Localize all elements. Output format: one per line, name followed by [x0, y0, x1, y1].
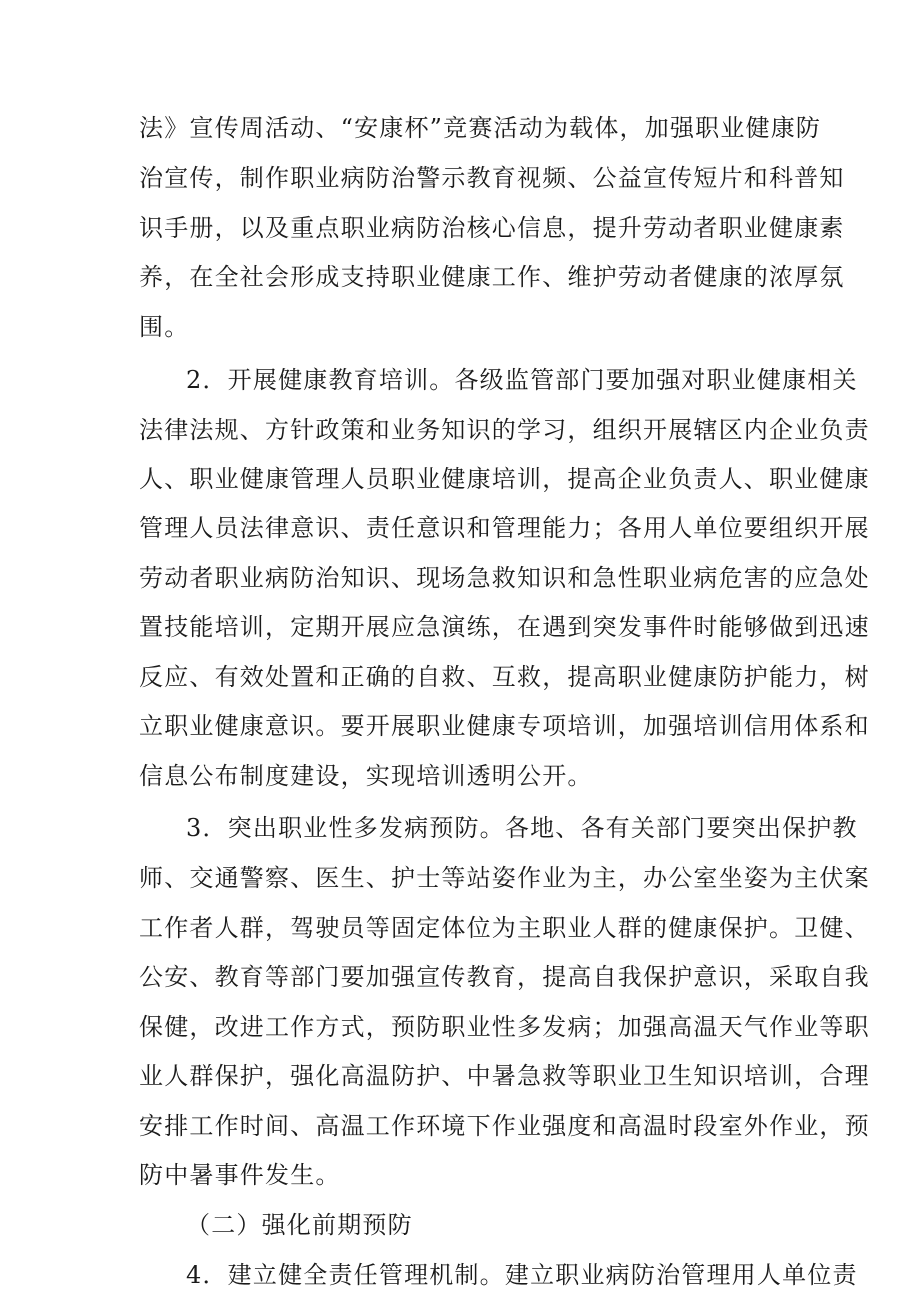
text-line: 反应、有效处置和正确的自救、互救，提高职业健康防护能力，树: [139, 663, 870, 691]
text-line: 置技能培训，定期开展应急演练，在遇到突发事件时能够做到迅速: [139, 613, 870, 641]
text-line: 劳动者职业病防治知识、现场急救知识和急性职业病危害的应急处: [139, 564, 870, 592]
text-line: 师、交通警察、医生、护士等站姿作业为主，办公室坐姿为主伏案: [139, 864, 870, 892]
text-line: 3．突出职业性多发病预防。各地、各有关部门要突出保护教: [186, 814, 858, 842]
text-line: 2．开展健康教育培训。各级监管部门要加强对职业健康相关: [186, 366, 858, 394]
text-line: 信息公布制度建设，实现培训透明公开。: [139, 762, 593, 790]
text-line: 治宣传，制作职业病防治警示教育视频、公益宣传短片和科普知: [139, 164, 845, 192]
text-line: 公安、教育等部门要加强宣传教育，提高自我保护意识，采取自我: [139, 963, 870, 991]
text-line: 防中暑事件发生。: [139, 1161, 341, 1189]
text-line: 安排工作时间、高温工作环境下作业强度和高温时段室外作业，预: [139, 1112, 870, 1140]
text-line: 业人群保护，强化高温防护、中暑急救等职业卫生知识培训，合理: [139, 1062, 870, 1090]
text-line: 工作者人群，驾驶员等固定体位为主职业人群的健康保护。卫健、: [139, 914, 870, 942]
text-line: 养，在全社会形成支持职业健康工作、维护劳动者健康的浓厚氛: [139, 263, 845, 291]
text-line: 4．建立健全责任管理机制。建立职业病防治管理用人单位责: [186, 1261, 858, 1289]
text-line: 识手册，以及重点职业病防治核心信息，提升劳动者职业健康素: [139, 214, 845, 242]
text-line: 法》宣传周活动、“安康杯”竞赛活动为载体，加强职业健康防: [139, 114, 822, 142]
text-line: 人、职业健康管理人员职业健康培训，提高企业负责人、职业健康: [139, 465, 870, 493]
text-line: 围。: [139, 313, 190, 341]
text-line: 立职业健康意识。要开展职业健康专项培训，加强培训信用体系和: [139, 712, 870, 740]
text-line: 法律法规、方针政策和业务知识的学习，组织开展辖区内企业负责: [139, 416, 870, 444]
section-heading: （二）强化前期预防: [186, 1211, 413, 1239]
text-line: 管理人员法律意识、责任意识和管理能力；各用人单位要组织开展: [139, 514, 870, 542]
text-line: 保健，改进工作方式，预防职业性多发病；加强高温天气作业等职: [139, 1013, 870, 1041]
